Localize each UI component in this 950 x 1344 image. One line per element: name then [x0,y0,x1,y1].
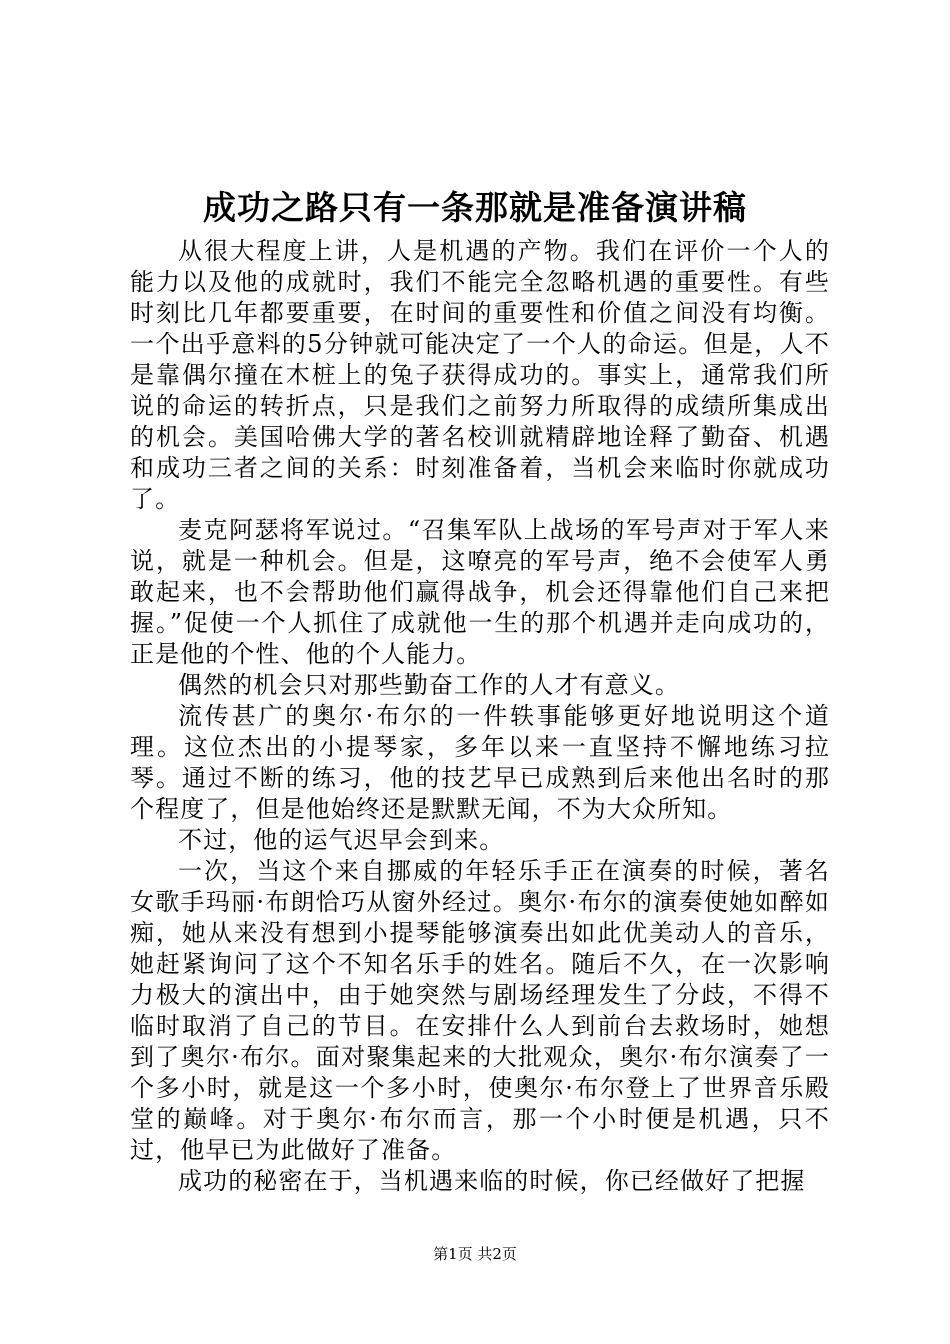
document-body [130,236,830,1197]
paragraph: 成功的秘密在于，当机遇来临的时候，你已经做好了把握 [178,1167,806,1195]
paragraph: 从很大程度上讲，人是机遇的产物。我们在评价一个人的能力以及他的成就时，我们不能完全忽略机遇的重要性。有些时刻比几年都要重要，在时间的重要性和价值之间没有均衡。一个出乎意料的5分钟就可能决定了一个人的命运。但是，人不是靠偶尔撞在木桩上的兔子获得成功的。事实上，通常我们所说的命运的转折点，只是我们之前努力所取得的成绩所集成出的机会。美国哈佛大学的著名校训就精辟地诠释了勤奋、机遇和成功三者之间的关系：时刻准备着，当机会来临时你就成功了。 [130,237,830,513]
paragraph: 麦克阿瑟将军说过。“召集军队上战场的军号声对于军人来说，就是一种机会。但是，这嘹亮的军号声，绝不会使军人勇敢起来，也不会帮助他们赢得战争，机会还得靠他们自己来把握。”促使一个人抓住了成就他一生的那个机遇并走向成功的，正是他的个性、他的个人能力。 [130,516,830,668]
paragraph: 偶然的机会只对那些勤奋工作的人才有意义。 [178,671,680,699]
paragraph: 流传甚广的奥尔·布尔的一件轶事能够更好地说明这个道理。这位杰出的小提琴家，多年以来一直坚持不懈地练习拉琴。通过不断的练习，他的技艺早已成熟到后来他出名时的那个程度了，但是他始终还是默默无闻，不为大众所知。 [130,702,830,823]
document-title: 成功之路只有一条那就是准备演讲稿 [203,188,747,227]
page-footer: 第1页 共2页 [433,1245,517,1263]
paragraph: 一次，当这个来自挪威的年轻乐手正在演奏的时候，著名女歌手玛丽·布朗恰巧从窗外经过。奥尔·布尔的演奏使她如醉如痴，她从来没有想到小提琴能够演奏出如此优美动人的音乐，她赶紧询问了这个不知名乐手的姓名。随后不久，在一次影响力极大的演出中，由于她突然与剧场经理发生了分歧，不得不临时取消了自己的节目。在安排什么人到前台去救场时，她想到了奥尔·布尔。面对聚集起来的大批观众，奥尔·布尔演奏了一个多小时，就是这一个多小时，使奥尔·布尔登上了世界音乐殿堂的巅峰。对于奥尔·布尔而言，那一个小时便是机遇，只不过，他早已为此做好了准备。 [130,857,830,1164]
paragraph: 不过，他的运气迟早会到来。 [178,826,505,854]
